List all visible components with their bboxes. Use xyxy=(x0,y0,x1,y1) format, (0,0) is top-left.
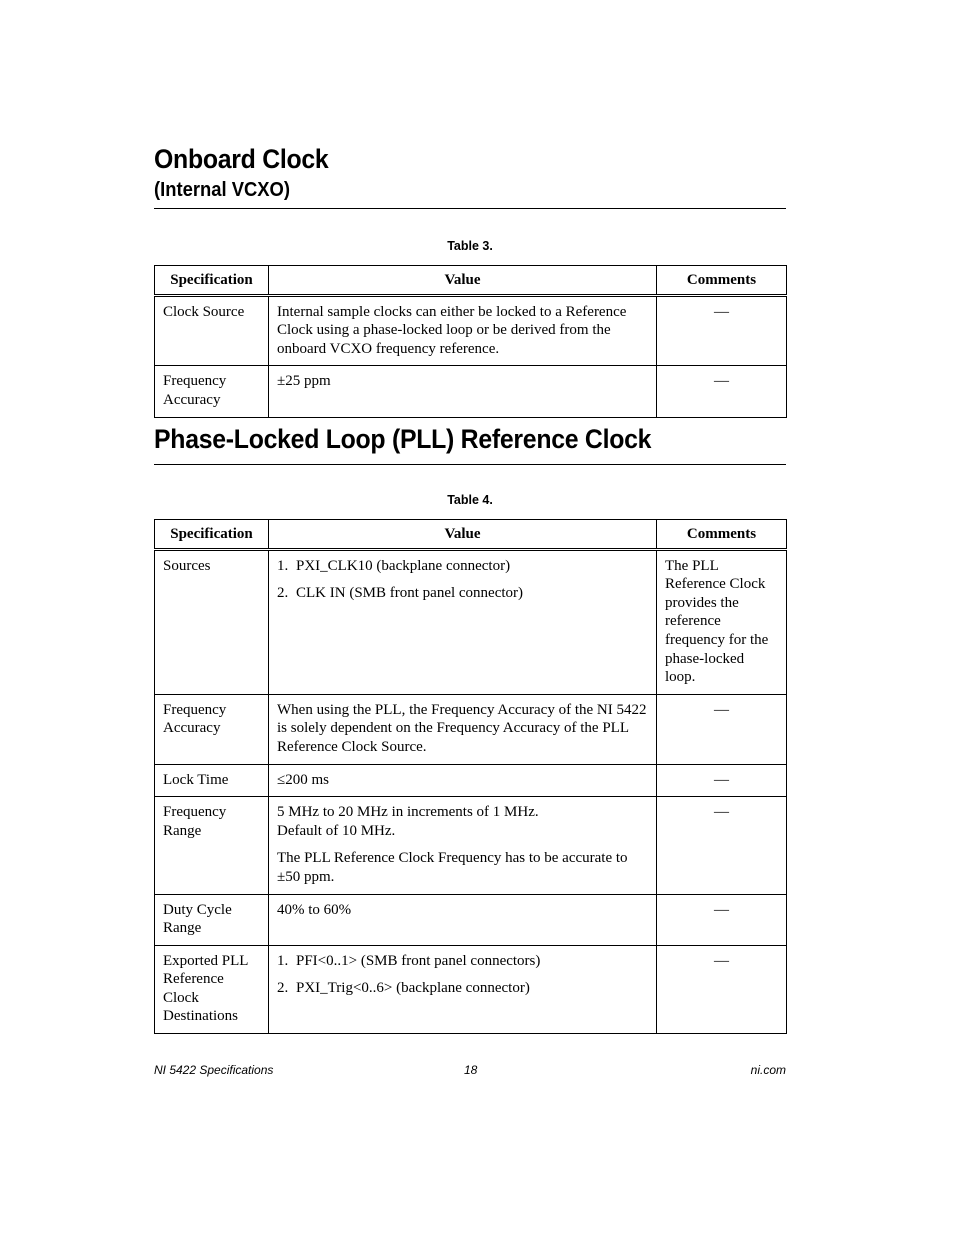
spec-cell: Frequency Accuracy xyxy=(155,366,269,417)
footer-doc-title: NI 5422 Specifications xyxy=(154,1063,274,1077)
section-subtitle: (Internal VCXO) xyxy=(154,179,290,201)
value-cell: Internal sample clocks can either be locked to a Reference Clock using a phase-locked loop or be derived from the onboard VCXO frequency reference. xyxy=(269,295,657,366)
value-cell xyxy=(269,797,657,894)
comment-cell: — xyxy=(657,295,787,366)
spec-table-3 xyxy=(154,265,787,418)
spec-cell: Sources xyxy=(155,549,269,694)
spec-cell: Frequency Range xyxy=(155,797,269,894)
value-line: 5 MHz to 20 MHz in increments of 1 MHz. xyxy=(277,804,539,821)
table-caption-4: Table 4. xyxy=(447,493,493,507)
comment-cell: — xyxy=(657,764,787,797)
section-title-pll-reference-clock: Phase-Locked Loop (PLL) Reference Clock xyxy=(154,424,652,454)
header-comments: Comments xyxy=(657,520,787,550)
table-row xyxy=(155,295,787,366)
value-line: Default of 10 MHz. xyxy=(277,822,396,839)
spec-cell: Clock Source xyxy=(155,295,269,366)
table-row xyxy=(155,549,787,694)
value-cell xyxy=(269,945,657,1033)
spec-cell: Frequency Accuracy xyxy=(155,694,269,764)
value-paragraph xyxy=(277,803,648,840)
footer-page-number: 18 xyxy=(464,1063,478,1077)
list-item-text: PXI_CLK10 (backplane connector) xyxy=(296,557,511,574)
value-cell: ≤200 ms xyxy=(269,764,657,797)
table-row xyxy=(155,945,787,1033)
list-item: 2. PXI_Trig<0..6> (backplane connector) xyxy=(277,980,530,997)
list-item: 2. CLK IN (SMB front panel connector) xyxy=(277,585,524,602)
list-item-text: PXI_Trig<0..6> (backplane connector) xyxy=(296,980,530,997)
table-caption-3: Table 3. xyxy=(447,239,493,253)
spec-cell: Exported PLL Reference Clock Destinations xyxy=(155,945,269,1033)
header-specification: Specification xyxy=(155,266,269,296)
table-row xyxy=(155,797,787,894)
header-value: Value xyxy=(269,520,657,550)
comment-cell: — xyxy=(657,894,787,945)
section-title-onboard-clock: Onboard Clock xyxy=(154,144,329,174)
table-row xyxy=(155,694,787,764)
table-header-row xyxy=(155,266,787,296)
table-row xyxy=(155,764,787,797)
table-row xyxy=(155,894,787,945)
comment-cell: — xyxy=(657,945,787,1033)
header-comments: Comments xyxy=(657,266,787,296)
footer-website: ni.com xyxy=(750,1063,786,1077)
list-item: 1. PXI_CLK10 (backplane connector) xyxy=(277,557,511,574)
table-header-row xyxy=(155,520,787,550)
comment-cell: — xyxy=(657,366,787,417)
header-value: Value xyxy=(269,266,657,296)
spec-cell: Lock Time xyxy=(155,764,269,797)
value-cell: ±25 ppm xyxy=(269,366,657,417)
section-divider xyxy=(154,208,786,209)
value-paragraph: The PLL Reference Clock Frequency has to be accurate to ±50 ppm. xyxy=(277,850,628,885)
value-cell xyxy=(269,549,657,694)
comment-cell: — xyxy=(657,797,787,894)
spec-table-4 xyxy=(154,519,787,1034)
comment-cell: — xyxy=(657,694,787,764)
comment-cell: The PLL Reference Clock provides the reference frequency for the phase-locked loop. xyxy=(657,549,787,694)
spec-cell: Duty Cycle Range xyxy=(155,894,269,945)
section-divider xyxy=(154,464,786,465)
value-cell: 40% to 60% xyxy=(269,894,657,945)
header-specification: Specification xyxy=(155,520,269,550)
value-cell: When using the PLL, the Frequency Accuracy of the NI 5422 is solely dependent on the Frequency Accuracy of the PLL Reference Clock Source. xyxy=(269,694,657,764)
list-item-text: CLK IN (SMB front panel connector) xyxy=(296,585,524,602)
table-row xyxy=(155,366,787,417)
list-item: 1. PFI<0..1> (SMB front panel connectors) xyxy=(277,952,541,969)
list-item-text: PFI<0..1> (SMB front panel connectors) xyxy=(296,952,541,969)
